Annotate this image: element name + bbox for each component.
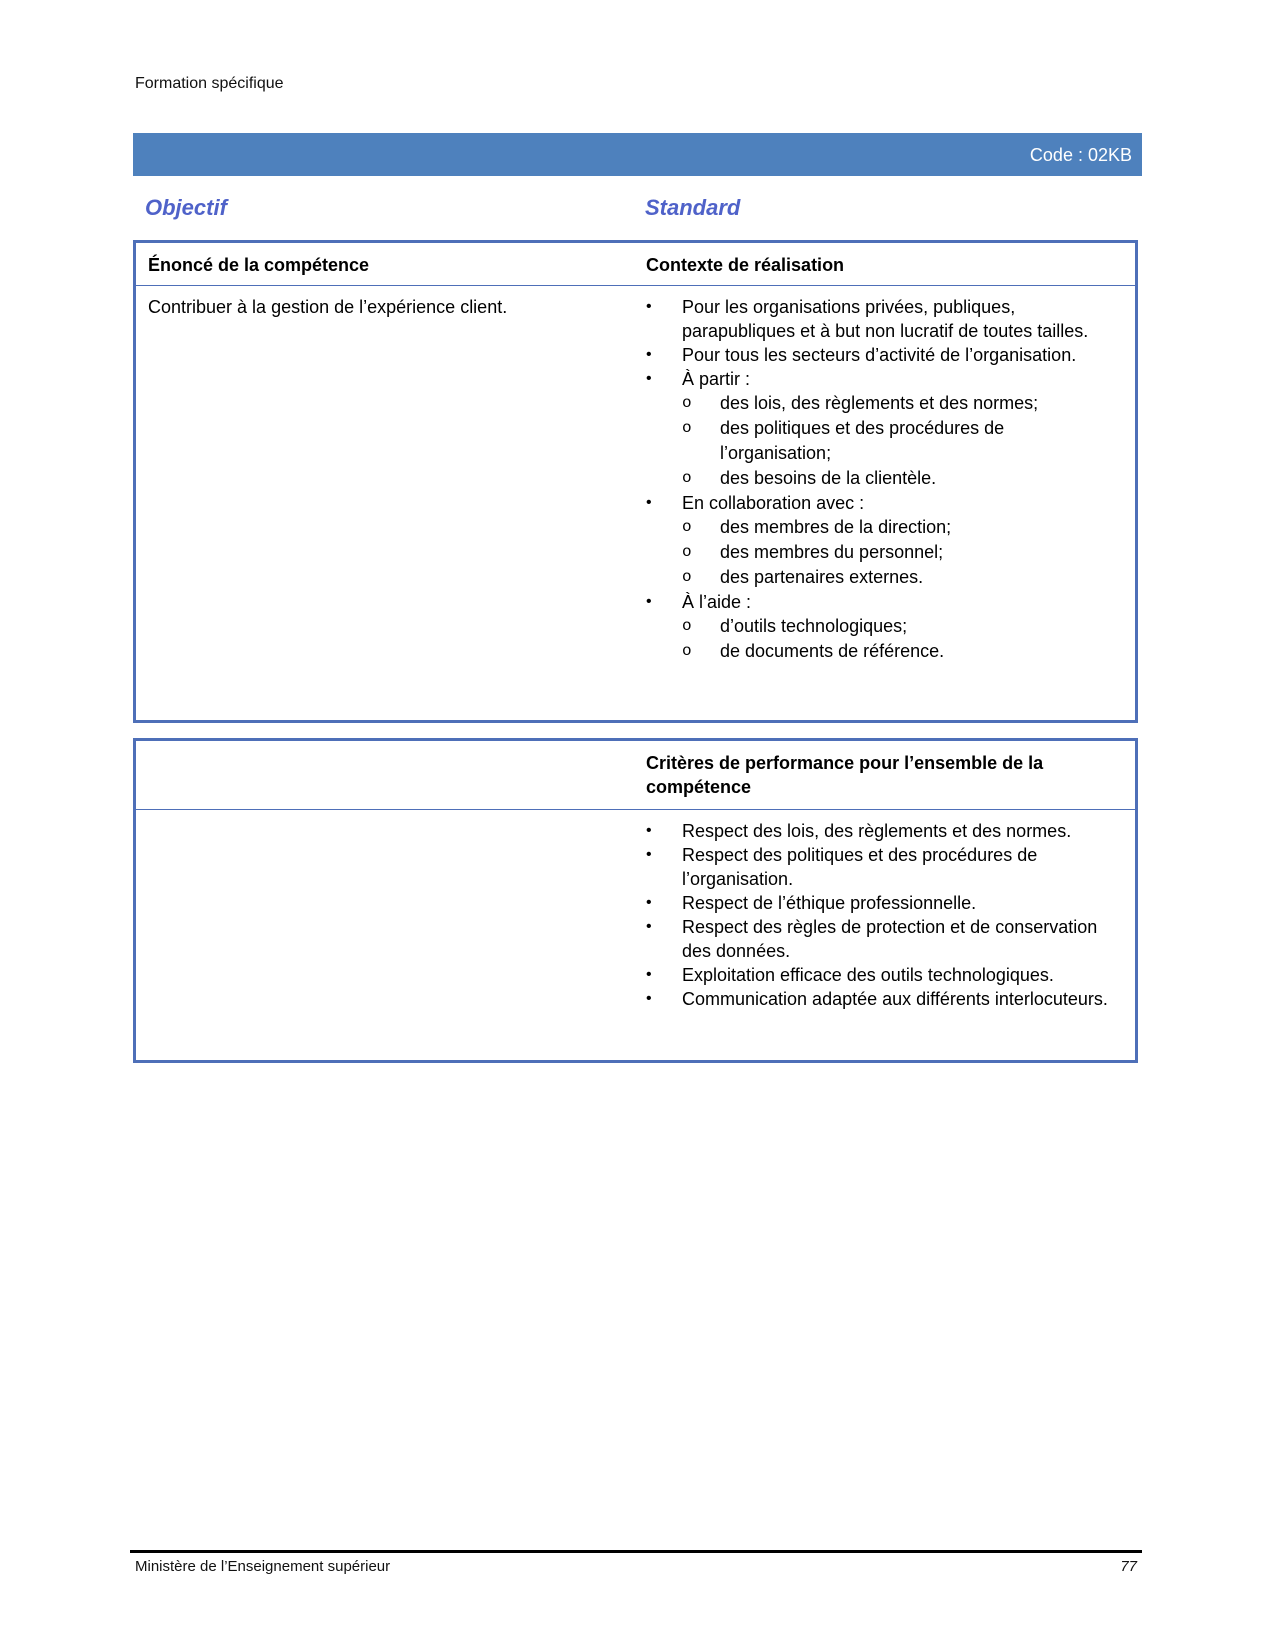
contexte-item [646,343,1116,367]
competence-table [133,240,1138,723]
critere-item [646,819,1116,843]
competency-code: Code : 02KB [1029,145,1132,165]
sub-bullet-icon: o [682,419,692,437]
bullet-icon: • [646,494,652,511]
critere-item [646,843,1116,891]
contexte-item [646,491,1116,590]
contexte-subitem [682,416,1116,466]
critere-item-text: Respect de l’éthique professionnelle. [682,893,977,913]
contexte-sublist [682,391,1116,491]
sub-bullet-icon: o [682,469,692,487]
sub-bullet-icon: o [682,568,692,586]
criteres-header: Critères de performance pour l’ensemble de la compétence [646,753,1044,797]
contexte-item-text: À partir : [682,369,751,389]
sub-bullet-icon: o [682,394,692,412]
contexte-header: Contexte de réalisation [646,255,845,275]
contexte-list-container [646,295,1116,664]
competence-statement: Contribuer à la gestion de l’expérience client. [148,297,508,317]
contexte-subitem [682,540,1116,565]
sub-bullet-icon: o [682,642,692,660]
competence-header-row [136,243,1135,286]
criteres-list-container [646,819,1116,1011]
contexte-sublist [682,614,1116,664]
contexte-subitem-text: des membres de la direction; [720,517,952,537]
bullet-icon: • [646,346,652,363]
contexte-subitem [682,515,1116,540]
contexte-subitem [682,614,1116,639]
contexte-subitem-text: d’outils technologiques; [720,616,908,636]
running-head: Formation spécifique [135,75,284,92]
contexte-item-text: Pour tous les secteurs d’activité de l’organisation. [682,345,1077,365]
section-label-objectif: Objectif [145,195,227,220]
critere-item-text: Exploitation efficace des outils technologiques. [682,965,1054,985]
contexte-subitem [682,639,1116,664]
bullet-icon: • [646,966,652,983]
enonce-header: Énoncé de la compétence [148,255,370,275]
bullet-icon: • [646,846,652,863]
sub-bullet-icon: o [682,617,692,635]
bullet-icon: • [646,370,652,387]
footer-rule [130,1550,1142,1553]
contexte-subitem-text: des lois, des règlements et des normes; [720,393,1039,413]
critere-item-text: Respect des règles de protection et de conservation des données. [682,917,1098,961]
contexte-item-text: À l’aide : [682,592,752,612]
contexte-subitem-text: des politiques et des procédures de l’organisation; [720,418,1005,463]
contexte-list [646,295,1116,664]
critere-item [646,891,1116,915]
critere-item-text: Respect des lois, des règlements et des normes. [682,821,1072,841]
criteres-table [133,738,1138,1063]
criteres-list [646,819,1116,1011]
contexte-item-text: Pour les organisations privées, publiques, parapubliques et à but non lucratif de toutes tailles. [682,297,1089,341]
contexte-subitem [682,466,1116,491]
bullet-icon: • [646,894,652,911]
criteres-header-row [136,741,1135,810]
code-banner [133,133,1142,176]
section-label-standard: Standard [645,195,741,220]
critere-item-text: Respect des politiques et des procédures de l’organisation. [682,845,1038,889]
contexte-sublist [682,515,1116,590]
contexte-subitem-text: de documents de référence. [720,641,945,661]
bullet-icon: • [646,822,652,839]
sub-bullet-icon: o [682,543,692,561]
contexte-item-text: En collaboration avec : [682,493,865,513]
contexte-subitem [682,391,1116,416]
bullet-icon: • [646,990,652,1007]
contexte-subitem [682,565,1116,590]
bullet-icon: • [646,918,652,935]
sub-bullet-icon: o [682,518,692,536]
critere-item [646,963,1116,987]
contexte-subitem-text: des membres du personnel; [720,542,944,562]
page-number: 77 [1120,1558,1137,1575]
critere-item [646,915,1116,963]
bullet-icon: • [646,593,652,610]
contexte-subitem-text: des besoins de la clientèle. [720,468,937,488]
critere-item-text: Communication adaptée aux différents interlocuteurs. [682,989,1108,1009]
contexte-item [646,590,1116,664]
contexte-subitem-text: des partenaires externes. [720,567,924,587]
bullet-icon: • [646,298,652,315]
section-labels [145,195,1135,223]
critere-item [646,987,1116,1011]
contexte-item [646,367,1116,491]
footer-ministry: Ministère de l’Enseignement supérieur [135,1558,391,1575]
contexte-item [646,295,1116,343]
